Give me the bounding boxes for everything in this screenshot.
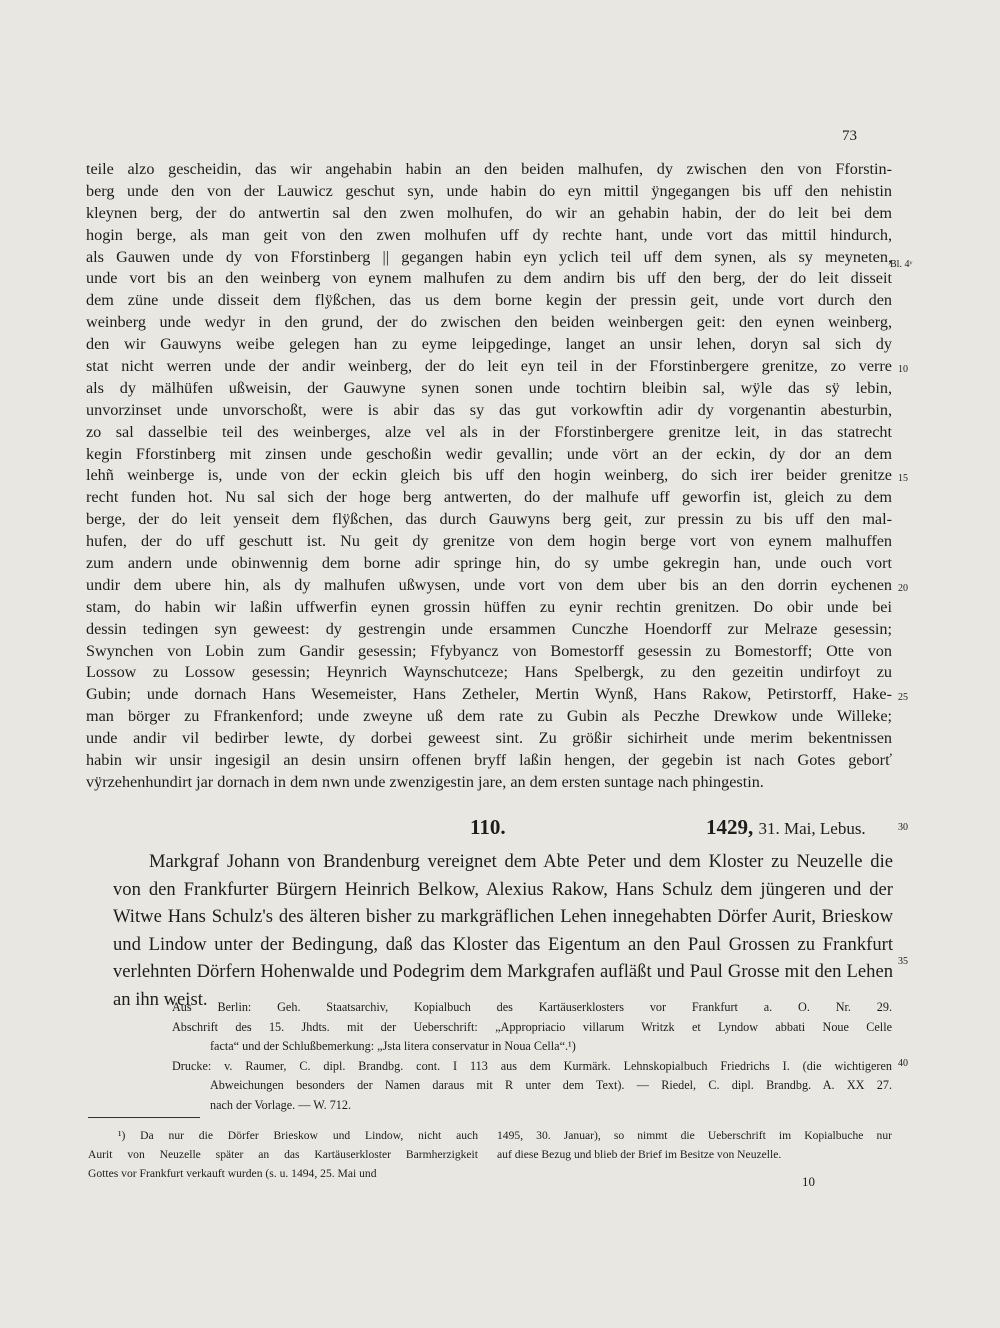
folio-marker: Bl. 4ᵛ xyxy=(890,259,913,270)
sources-line: Aus Berlin: Geh. Staatsarchiv, Kopialbuch des Kartäuserklosters vor Frankfurt a. O. Nr. 29. xyxy=(172,1000,892,1014)
body-line: zo sal dasselbie teil des weinberges, alze vel als in der Fforstinbergere grenitze leit, in das statrecht xyxy=(86,422,892,441)
line-number: 10 xyxy=(898,364,908,375)
body-line: stam, do habin wir laßin uffwerfin eynen grossin hüffen zu eynir rechtin grenitzen. Do obir unde bei xyxy=(86,597,892,616)
fnr-line: 1495, 30. Januar), so nimmt die Ueberschrift im Kopialbuche nur xyxy=(497,1129,892,1142)
sources-line: Abschrift des 15. Jhdts. mit der Ueberschrift: „Appropriacio villarum Writzk et Lyndow abbati Noue Celle xyxy=(172,1019,892,1034)
line-number: 20 xyxy=(898,583,908,594)
body-line: dem züne unde disseit dem flÿßchen, das us dem borne kegin der pressin geit, unde vort durch den xyxy=(86,291,892,310)
regest-line: und Lindow unter der Bedingung, daß das Kloster das Eigentum an den Paul Grossen zu Frankfurt xyxy=(113,933,893,955)
sources-line: Drucke: v. Raumer, C. dipl. Brandbg. cont. I 113 aus dem Kurmärk. Lehnskopialbuch Friedrichs I. (die wichtigeren xyxy=(172,1058,892,1073)
body-line: hufen, der do uff geschutt ist. Nu geit dy grenitze von dem hogin berge vort von eynem malhuffen xyxy=(86,532,892,551)
body-line: habin wir unsir ingesigil an desin unsirn offenen bryff laßin hengen, der gegebin ist nach Gotes geborť xyxy=(86,751,892,770)
line-number: 40 xyxy=(898,1058,908,1069)
date-year: 1429, xyxy=(706,815,754,839)
line-number: 35 xyxy=(898,956,908,967)
body-line: lehñ weinberge is, unde von der eckin gleich bis uff den hogin weinberg, do sich irer beider grenitze xyxy=(86,466,892,485)
fnl-line: Gottes vor Frankfurt verkauft wurden (s. u. 1494, 25. Mai und xyxy=(88,1167,377,1180)
body-line: Gubin; unde dornach Hans Wesemeister, Hans Zetheler, Mertin Wynß, Hans Rakow, Petirstorff, Hake- xyxy=(86,685,892,704)
body-line: vÿrzehenhundirt jar dornach in dem nwn unde zwenzigestin jare, an dem ersten suntage nach phingestin. xyxy=(86,772,764,791)
charter-text xyxy=(86,159,892,794)
footnote-left-column xyxy=(88,1126,478,1183)
fnl-line: Aurit von Neuzelle später an das Kartäuserkloster Barmherzigkeit xyxy=(88,1148,478,1161)
body-line: dessin tedingen syn geweest: dy gestrengin unde ersammen Cunczhe Hoendorff zur Melraze gesessin; xyxy=(86,619,892,638)
body-line: hogin berge, als man geit von den zwen molhufen uff dy rechte hant, unde vort das mittil hindurch, xyxy=(86,225,892,244)
fnl-line: ¹) Da nur die Dörfer Brieskow und Lindow, nicht auch xyxy=(118,1129,478,1142)
regest-line: Markgraf Johann von Brandenburg vereignet dem Abte Peter und dem Kloster zu Neuzelle die xyxy=(149,851,893,872)
body-line: Lossow zu Lossow gesessin; Heynrich Waynschutceze; Hans Spelbergk, zu den gezeitin undirfoyt zu xyxy=(86,663,892,682)
date-place: 31. Mai, Lebus. xyxy=(758,819,866,838)
page-number: 73 xyxy=(842,128,857,144)
document-number: 110. xyxy=(470,815,506,839)
footnote-rule xyxy=(88,1117,200,1118)
regest-line: Witwe Hans Schulz's des älteren bisher zu markgräflichen Lehen innegehabten Dörfer Aurit, Brieskow xyxy=(113,906,893,928)
body-line: weinberg unde wedyr in den grund, der do zwischen den beiden weinbergen geit: den eynen weinberg, xyxy=(86,313,892,332)
body-line: recht funden hot. Nu sal sich der hoge berg antwerten, do der malhufe uff geworfin ist, gleich zu dem xyxy=(86,488,892,507)
body-line: zum andern unde obinwennig dem borne adir springe hin, do sy umbe gekregin han, unde ouch vort xyxy=(86,554,892,573)
fnr-line: auf diese Bezug und blieb der Brief im Besitze von Neuzelle. xyxy=(497,1148,782,1161)
body-line: kegin Fforstinberg mit zinsen unde geschoßin wedir gevallin; unde vört an der eckin, dy dor an dem xyxy=(86,444,892,463)
body-line: unvorzinset unde unvorschoßt, were is abir das sy das gut vorkowftin adir dy vorgenantin abesturbin, xyxy=(86,400,892,419)
regest-line: verlehnten Dörfern Hohenwalde und Podegrim dem Markgrafen aufläßt und Paul Grosse mit den Lehen xyxy=(113,961,893,983)
body-line: unde vort bis an den weinberg von eynem malhufen zu dem andirn bis uff den berg, der do leit disseit xyxy=(86,269,892,288)
body-line: berge, der do leit yenseit dem flÿßchen, das durch Gauwyns berg geit, zur pressin zu bis uff den mal- xyxy=(86,510,892,529)
signature-mark: 10 xyxy=(802,1174,815,1189)
body-line: den wir Gauwyns weibe gelegen han zu eyme leipgedinge, langet an unsir lehen, doryn sal sich dy xyxy=(86,335,892,354)
body-line: kleynen berg, der do antwertin sal den zwen molhufen, do wir an gehabin habin, der do leit bei dem xyxy=(86,203,892,222)
regest-summary xyxy=(113,848,893,1014)
regest-line: an ihn weist. xyxy=(113,988,208,1010)
regest-line: von den Frankfurter Bürgern Heinrich Belkow, Alexius Rakow, Hans Schulz dem jüngeren und der xyxy=(113,878,893,900)
line-number: 25 xyxy=(898,692,908,703)
body-line: undir dem ubere hin, als dy malhufen ußwysen, unde vort von dem uber bis an den dorrin eychenen xyxy=(86,575,892,594)
source-notes xyxy=(172,998,892,1115)
footnote-right-column xyxy=(497,1126,892,1164)
body-line: berg unde den von der Lauwicz geschut syn, unde habin do eyn mittil ÿngegangen bis uff den nehistin xyxy=(86,181,892,200)
body-line: stat nicht werren unde der andir weinberg, der do leit eyn teil in der Fforstinbergere grenitze, zo verre xyxy=(86,357,892,376)
body-line: man börger zu Ffrankenford; unde zweyne uß dem rate zu Gubin als Peczhe Drewkow unde Willeke; xyxy=(86,707,892,726)
body-line: unde andir vil bedirber lewte, dy dorbei geweest sint. Zu größir sichirheit unde merim bekentnissen xyxy=(86,729,892,748)
line-number: 30 xyxy=(898,822,908,833)
sources-line: facta“ und der Schlußbemerkung: „Jsta litera conservatur in Noua Cella“.¹) xyxy=(210,1039,576,1053)
sources-line: Abweichungen besonders der Namen daraus mit R unter dem Text). — Riedel, C. dipl. Brandbg. A. XX 27. xyxy=(210,1078,892,1092)
body-line: als Gauwen unde dy von Fforstinberg || gegangen habin eyn yclich teil uff dem synen, als sy meyneten, xyxy=(86,247,892,266)
document-date xyxy=(706,815,866,840)
sources-line: nach der Vorlage. — W. 712. xyxy=(210,1097,352,1112)
body-line: Swynchen von Lobin zum Gandir gesessin; Ffybyancz von Bomestorff gesessin zu Bomestorff; Otte von xyxy=(86,641,892,660)
body-line: als dy mälhüfen ußweisin, der Gauwyne synen sonen unde tochtirn bleibin sal, wÿle das sÿ lebin, xyxy=(86,378,892,397)
body-line: teile alzo gescheidin, das wir angehabin habin an den beiden malhufen, dy zwischen den von Fforstin- xyxy=(86,160,892,178)
line-number: 15 xyxy=(898,473,908,484)
